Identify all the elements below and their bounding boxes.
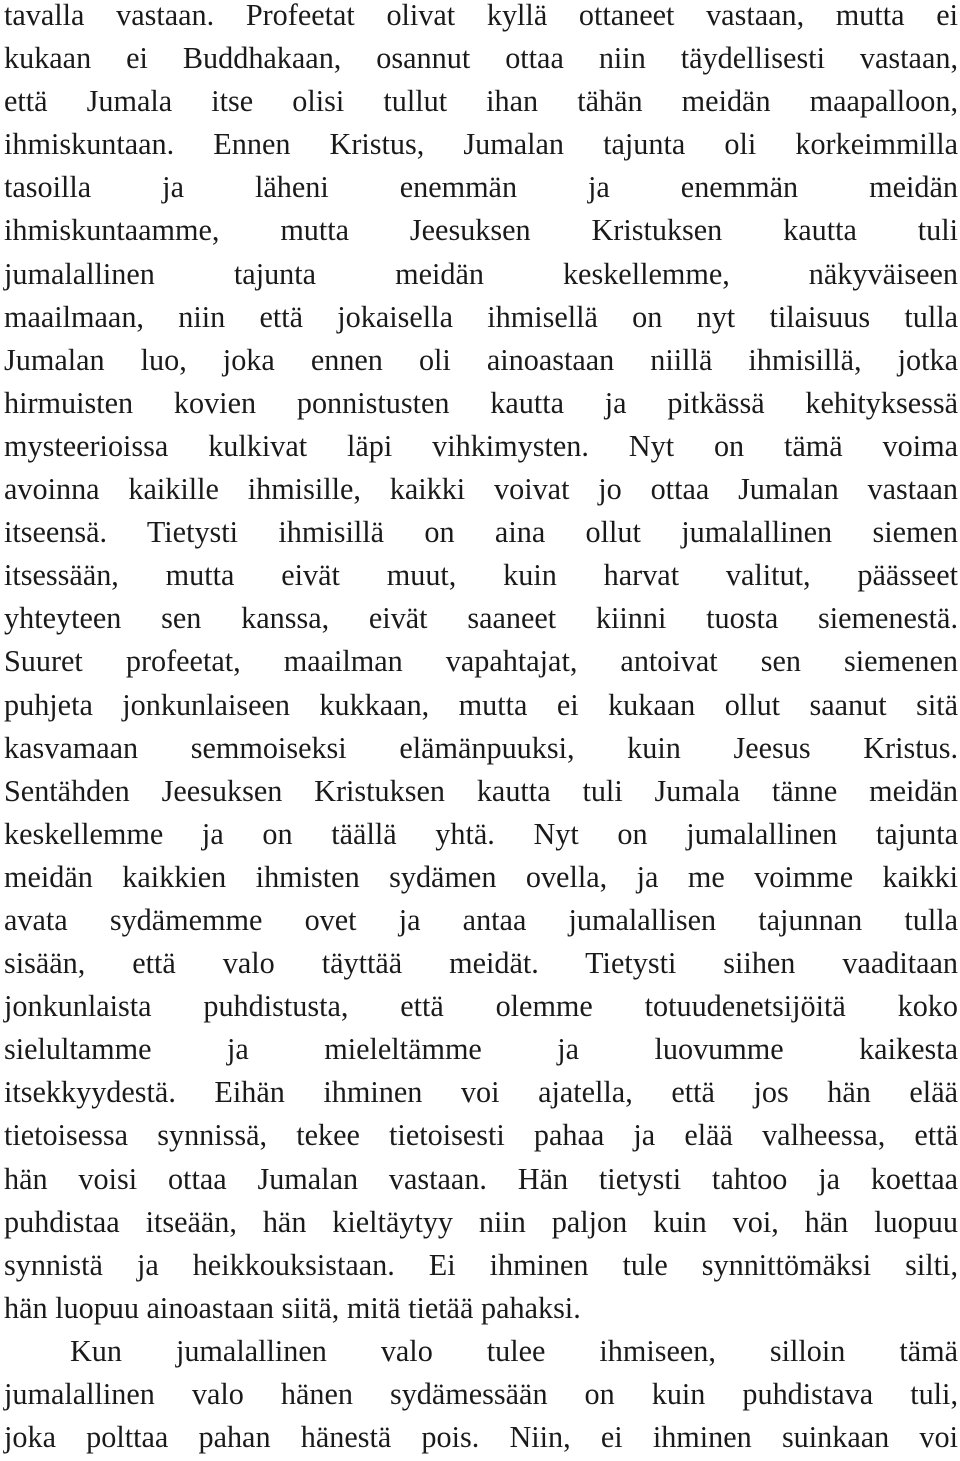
text-line: Kun jumalallinen valo tulee ihmiseen, silloin tämä [70, 1333, 958, 1368]
text-line: puhjeta jonkunlaiseen kukkaan, mutta ei kukaan ollut saanut sitä [4, 687, 958, 722]
text-line: Sentähden Jeesuksen Kristuksen kautta tuli Jumala tänne meidän [4, 773, 958, 808]
text-line: kukaan ei Buddhakaan, osannut ottaa niin täydellisesti vastaan, [4, 41, 958, 76]
text-line: avoinna kaikille ihmisille, kaikki voivat jo ottaa Jumalan vastaan [4, 472, 958, 507]
text-line: kasvamaan semmoiseksi elämänpuuksi, kuin Jeesus Kristus. [4, 730, 958, 765]
text-line: avata sydämemme ovet ja antaa jumalallisen tajunnan tulla [4, 902, 958, 937]
text-line: synnistä ja heikkouksistaan. Ei ihminen tule synnittömäksi silti, [4, 1247, 958, 1282]
text-line: sisään, että valo täyttää meidät. Tietysti siihen vaaditaan [4, 946, 958, 981]
paragraph [4, 1330, 958, 1459]
text-line: jumalallinen valo hänen sydämessään on kuin puhdistava tuli, [4, 1377, 958, 1411]
text-line: tasoilla ja läheni enemmän ja enemmän meidän [4, 170, 958, 205]
text-line: ihmiskuntaamme, mutta Jeesuksen Kristuksen kautta tuli [4, 213, 958, 248]
text-line: itseensä. Tietysti ihmisillä on aina ollut jumalallinen siemen [4, 515, 958, 550]
text-line: itsekkyydestä. Eihän ihminen voi ajatella, että jos hän elää [4, 1075, 958, 1110]
text-line: jumalallinen tajunta meidän keskellemme, näkyväiseen [4, 256, 958, 291]
text-line: maailmaan, niin että jokaisella ihmisellä on nyt tilaisuus tulla [4, 299, 958, 334]
text-line: tavalla vastaan. Profeetat olivat kyllä ottaneet vastaan, mutta ei [4, 0, 958, 32]
text-line: meidän kaikkien ihmisten sydämen ovella, ja me voimme kaikki [4, 859, 958, 894]
text-line: että Jumala itse olisi tullut ihan tähän meidän maapalloon, [4, 84, 958, 119]
text-line: sielultamme ja mieleltämme ja luovumme kaikesta [4, 1032, 958, 1067]
text-line: Suuret profeetat, maailman vapahtajat, antoivat sen siemenen [4, 644, 958, 679]
text-line: yhteyteen sen kanssa, eivät saaneet kiinni tuosta siemenestä. [4, 601, 958, 636]
text-line: hirmuisten kovien ponnistusten kautta ja pitkässä kehityksessä [4, 385, 958, 420]
text-line: mysteerioissa kulkivat läpi vihkimysten. Nyt on tämä voima [4, 428, 958, 463]
text-line: joka polttaa pahan hänestä pois. Niin, ei ihminen suinkaan voi [4, 1420, 958, 1455]
text-line: keskellemme ja on täällä yhtä. Nyt on jumalallinen tajunta [4, 816, 958, 851]
text-line: hän luopuu ainoastaan siitä, mitä tietää pahaksi. [4, 1290, 581, 1325]
text-line: hän voisi ottaa Jumalan vastaan. Hän tietysti tahtoo ja koettaa [4, 1161, 958, 1196]
text-line: tietoisessa synnissä, tekee tietoisesti pahaa ja elää valheessa, että [4, 1118, 958, 1153]
text-line: Jumalan luo, joka ennen oli ainoastaan niillä ihmisillä, jotka [4, 342, 958, 377]
paragraph [4, 0, 958, 1330]
text-line: puhdistaa itseään, hän kieltäytyy niin paljon kuin voi, hän luopuu [4, 1204, 958, 1239]
text-line: jonkunlaista puhdistusta, että olemme totuudenetsijöitä koko [4, 989, 958, 1024]
text-line: itsessään, mutta eivät muut, kuin harvat valitut, päässeet [4, 558, 958, 593]
text-line: ihmiskuntaan. Ennen Kristus, Jumalan tajunta oli korkeimmilla [4, 127, 958, 162]
